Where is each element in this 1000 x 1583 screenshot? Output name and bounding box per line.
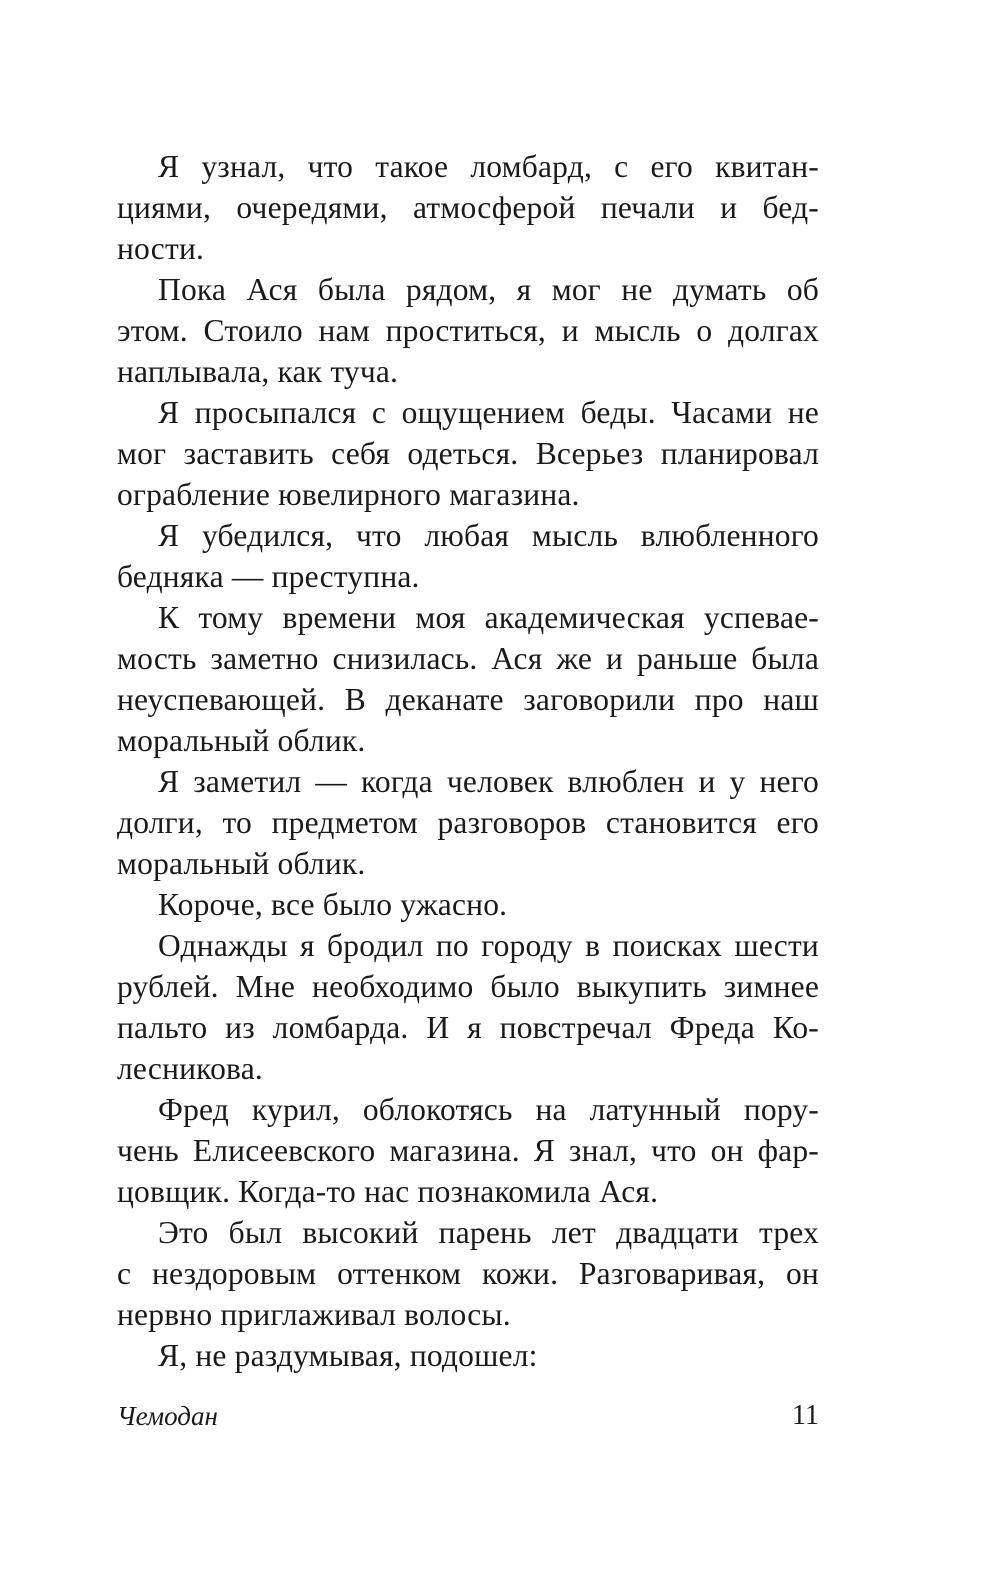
text-line: мог заставить себя одеться. Всерьез планировал [117,436,819,471]
text-line: моральный облик. [117,723,366,758]
text-line: Я узнал, что такое ломбард, с его квитан- [158,149,819,184]
paragraph [117,146,819,269]
text-line: пальто из ломбарда. И я повстречал Фреда Ко- [117,1010,819,1045]
paragraph [117,1089,819,1212]
text-line: лесникова. [117,1051,263,1086]
text-line: наплывала, как туча. [117,354,399,389]
running-title: Чемодан [117,1401,218,1431]
paragraph [117,392,819,515]
text-line: Пока Ася была рядом, я мог не думать об [158,272,819,307]
paragraph [117,1335,819,1376]
text-line: Я убедился, что любая мысль влюбленного [158,518,819,553]
text-line: К тому времени моя академическая успевае- [158,600,819,635]
text-line: нервно приглаживал волосы. [117,1297,511,1332]
paragraph [117,884,819,925]
paragraph [117,515,819,597]
text-line: Я, не раздумывая, подошел: [158,1338,538,1373]
text-line: этом. Стоило нам проститься, и мысль о долгах [117,313,819,348]
page-number: 11 [792,1400,819,1431]
text-line: ограбление ювелирного магазина. [117,477,580,512]
page-footer [117,1398,819,1434]
text-line: Фред курил, облокотясь на латунный пору- [158,1092,819,1127]
text-line: циями, очередями, атмосферой печали и бед- [117,190,819,225]
text-line: Короче, все было ужасно. [158,887,508,922]
text-line: чень Елисеевского магазина. Я знал, что он фар- [117,1133,819,1168]
text-line: мость заметно снизилась. Ася же и раньше была [117,641,819,676]
paragraph [117,269,819,392]
text-line: рублей. Мне необходимо было выкупить зимнее [117,969,819,1004]
paragraph [117,925,819,1089]
text-line: моральный облик. [117,846,366,881]
body-text [117,146,819,1376]
text-line: неуспевающей. В деканате заговорили про наш [117,682,819,717]
text-line: цовщик. Когда-то нас познакомила Ася. [117,1174,659,1209]
text-line: ности. [117,231,205,266]
paragraph [117,597,819,761]
text-line: с нездоровым оттенком кожи. Разговаривая, он [117,1256,819,1291]
text-line: Однажды я бродил по городу в поисках шести [158,928,819,963]
text-line: долги, то предметом разговоров становится его [117,805,819,840]
paragraph [117,761,819,884]
text-line: Я заметил — когда человек влюблен и у него [158,764,819,799]
text-line: Это был высокий парень лет двадцати трех [158,1215,819,1250]
text-line: Я просыпался с ощущением беды. Часами не [158,395,819,430]
paragraph [117,1212,819,1335]
text-line: бедняка — преступна. [117,559,420,594]
